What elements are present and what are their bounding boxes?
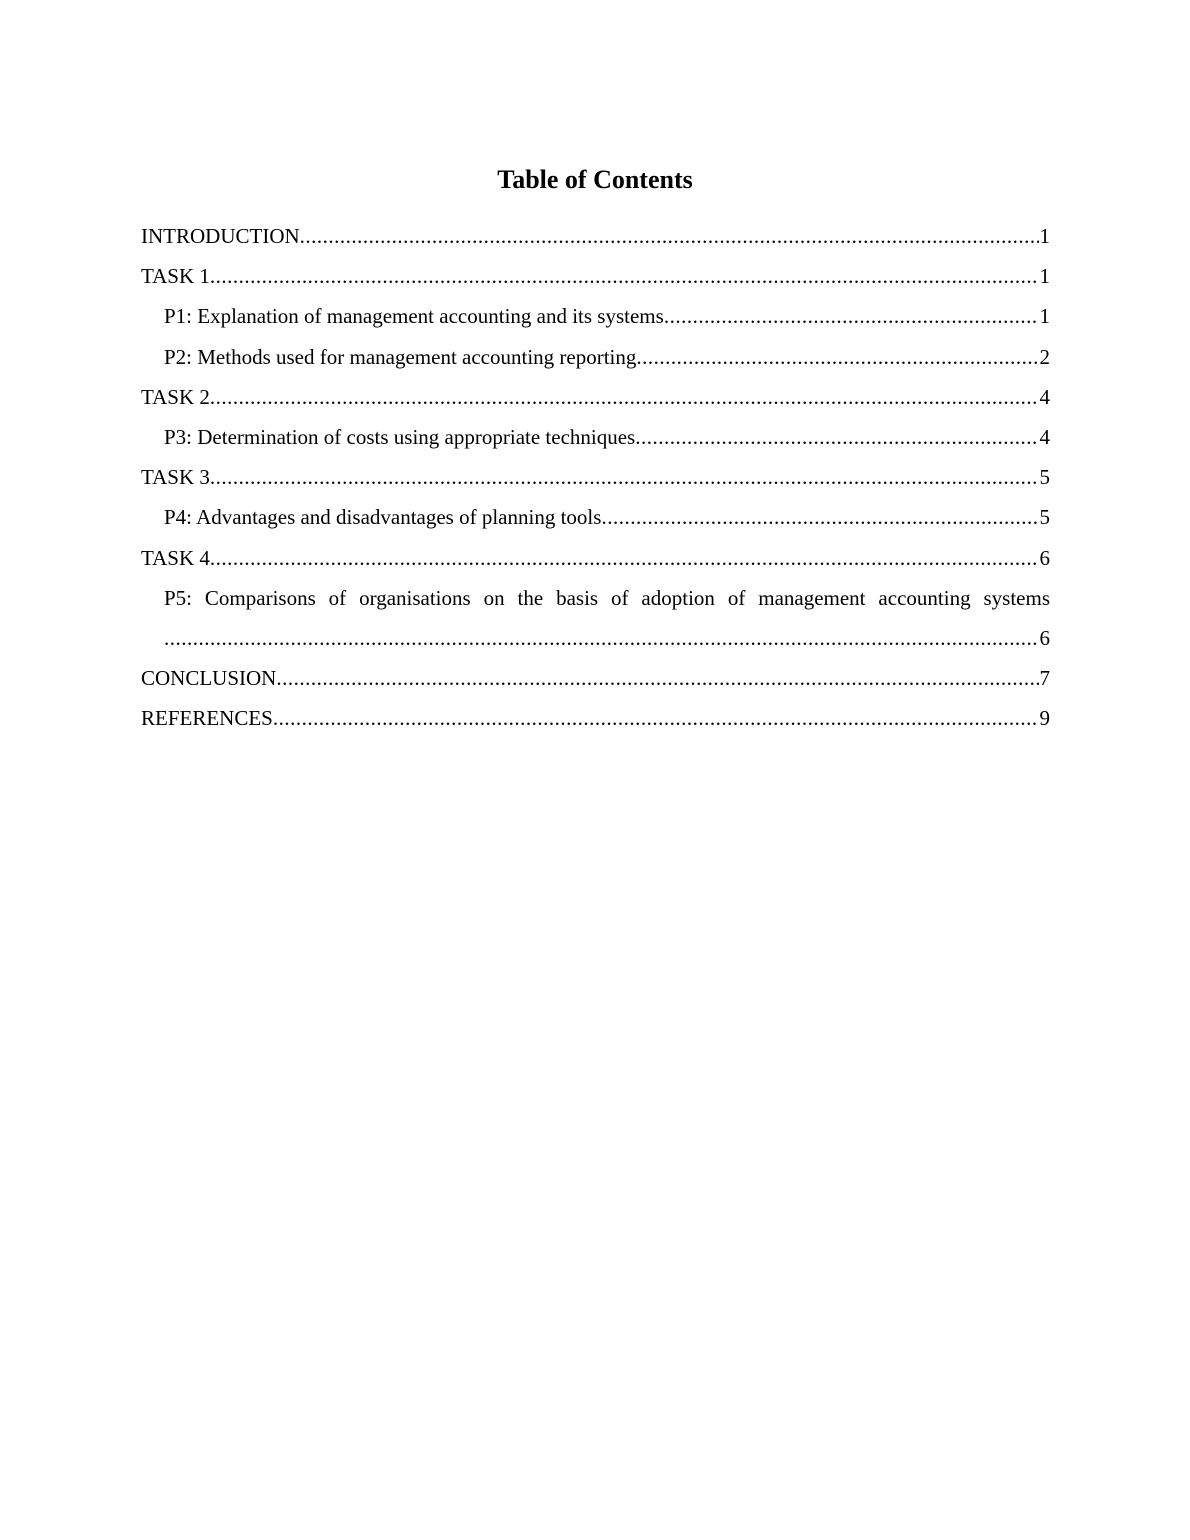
toc-entry-label: TASK 2 <box>141 377 210 417</box>
toc-page-number: 7 <box>1039 666 1050 691</box>
toc-list <box>141 216 1050 738</box>
toc-leader-dots <box>210 457 1039 497</box>
toc-entry-p5[interactable] <box>141 578 1050 658</box>
toc-entry-label: TASK 3 <box>141 457 210 497</box>
toc-leader-dots <box>300 216 1039 256</box>
toc-leader-dots <box>636 337 1038 377</box>
toc-entry-introduction[interactable] <box>141 216 1050 256</box>
toc-entry-task-1[interactable] <box>141 256 1050 296</box>
toc-entry-task-2[interactable] <box>141 377 1050 417</box>
toc-page-number: 4 <box>1039 424 1050 449</box>
toc-entry-label: P1: Explanation of management accounting and its systems <box>164 296 664 336</box>
toc-page-number: 1 <box>1039 264 1050 289</box>
toc-page-number: 1 <box>1039 304 1050 329</box>
toc-page-number: 6 <box>1039 545 1050 570</box>
toc-leader-dots <box>210 256 1039 296</box>
toc-page-number: 4 <box>1039 384 1050 409</box>
toc-entry-references[interactable] <box>141 698 1050 738</box>
toc-leader-dots <box>664 296 1039 336</box>
toc-entry-conclusion[interactable] <box>141 658 1050 698</box>
toc-entry-p3[interactable] <box>141 417 1050 457</box>
toc-entry-p1[interactable] <box>141 296 1050 336</box>
toc-leader-dots <box>635 417 1038 457</box>
toc-page-number: 6 <box>1039 625 1050 650</box>
toc-entry-label: REFERENCES <box>141 698 273 738</box>
toc-page-number: 1 <box>1039 224 1050 248</box>
toc-entry-label: INTRODUCTION <box>141 216 300 256</box>
toc-entry-task-4[interactable] <box>141 538 1050 578</box>
toc-entry-label: TASK 4 <box>141 538 210 578</box>
toc-page-number: 9 <box>1039 706 1050 731</box>
toc-leader-dots <box>273 698 1039 738</box>
toc-entry-label: P4: Advantages and disadvantages of planning tools <box>164 497 601 537</box>
toc-entry-label: P3: Determination of costs using appropriate techniques <box>164 417 635 457</box>
toc-page-number: 5 <box>1039 465 1050 490</box>
toc-entry-label: CONCLUSION <box>141 658 276 698</box>
toc-title: Table of Contents <box>497 165 693 194</box>
toc-page-number: 2 <box>1039 344 1050 369</box>
toc-entry-p2[interactable] <box>141 337 1050 377</box>
toc-leader-dots <box>164 618 1039 658</box>
toc-entry-label: P2: Methods used for management accounting reporting <box>164 337 636 377</box>
toc-leader-dots <box>276 658 1038 698</box>
toc-entry-label: TASK 1 <box>141 256 210 296</box>
toc-leader-dots <box>210 377 1039 417</box>
toc-leader-dots <box>210 538 1039 578</box>
toc-entry-p4[interactable] <box>141 497 1050 537</box>
toc-entry-label: P5: Comparisons of organisations on the basis of adoption of management accounting systems <box>164 585 1050 610</box>
toc-leader-dots <box>601 497 1038 537</box>
toc-page-number: 5 <box>1039 505 1050 530</box>
toc-entry-task-3[interactable] <box>141 457 1050 497</box>
